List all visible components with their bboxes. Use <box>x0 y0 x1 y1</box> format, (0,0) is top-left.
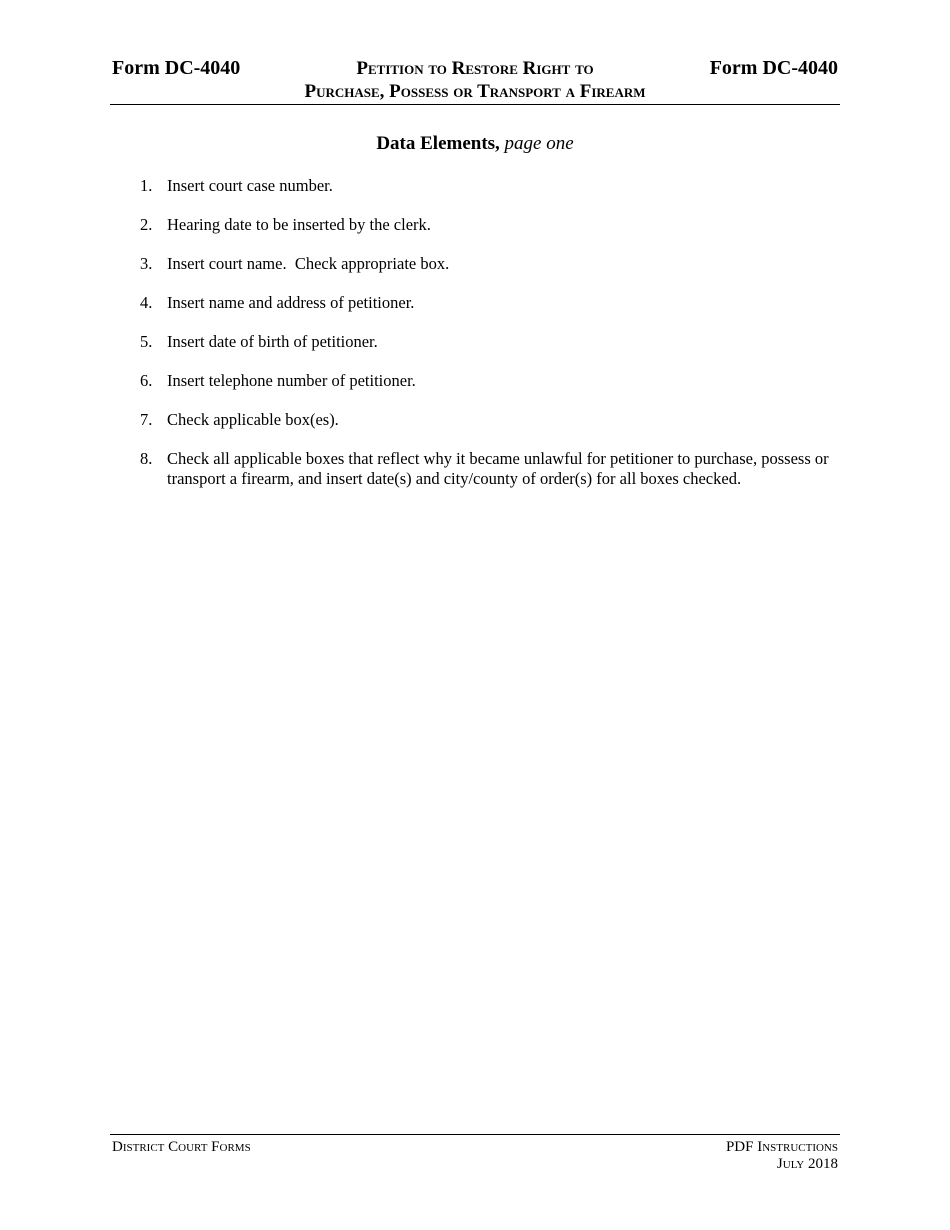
list-item <box>110 254 840 274</box>
list-item <box>110 176 840 196</box>
page-footer <box>110 1134 840 1172</box>
item-text: Insert date of birth of petitioner. <box>167 332 378 351</box>
item-number: 3. <box>140 254 153 273</box>
list-item <box>110 215 840 235</box>
item-number: 4. <box>140 293 153 312</box>
form-title <box>250 57 700 103</box>
footer-right-line-2: July 2018 <box>776 1156 838 1172</box>
section-heading-bold: Data Elements, <box>376 133 500 154</box>
form-number-left: Form DC-4040 <box>112 57 241 79</box>
form-title-line-1: Petition to Restore Right to <box>356 58 594 79</box>
item-text: Hearing date to be inserted by the clerk. <box>167 215 431 234</box>
data-elements-list <box>110 176 840 508</box>
section-heading <box>110 133 840 155</box>
section-heading-italic: page one <box>504 133 574 154</box>
item-number: 1. <box>140 176 153 195</box>
item-text: Insert name and address of petitioner. <box>167 293 415 312</box>
list-item <box>110 371 840 391</box>
footer-left-text: District Court Forms <box>112 1139 251 1155</box>
item-text: Check all applicable boxes that reflect why it became unlawful for petitioner to purchase, possess or transport a firearm, and insert date(s) and city/county of order(s) for all boxes checked. <box>167 449 829 488</box>
item-number: 8. <box>140 449 153 468</box>
item-text: Insert telephone number of petitioner. <box>167 371 416 390</box>
item-number: 2. <box>140 215 153 234</box>
list-item <box>110 449 840 488</box>
list-item <box>110 332 840 352</box>
form-number-right: Form DC-4040 <box>709 57 838 79</box>
footer-right-line-1: PDF Instructions <box>725 1139 838 1155</box>
item-text: Insert court case number. <box>167 176 333 195</box>
list-item <box>110 410 840 430</box>
footer-right-text <box>726 1139 838 1173</box>
list-item <box>110 293 840 313</box>
page-header <box>110 56 840 105</box>
item-number: 5. <box>140 332 153 351</box>
item-text: Check applicable box(es). <box>167 410 339 429</box>
item-number: 7. <box>140 410 153 429</box>
item-text: Insert court name. Check appropriate box. <box>167 254 450 273</box>
form-title-line-2: Purchase, Possess or Transport a Firearm <box>304 81 646 102</box>
item-number: 6. <box>140 371 153 390</box>
